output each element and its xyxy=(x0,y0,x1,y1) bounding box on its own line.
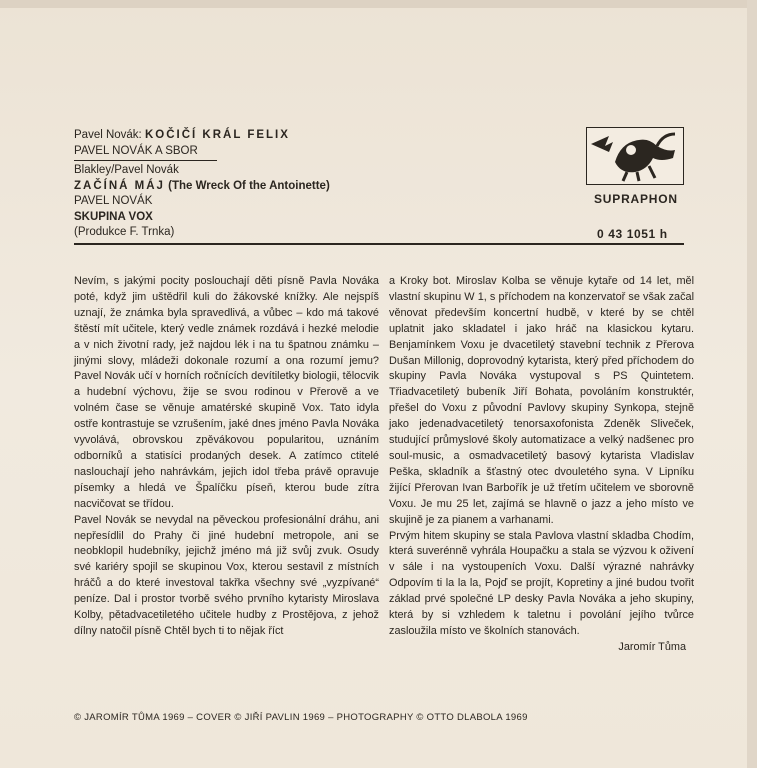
article-paragraph: Prvým hitem skupiny se stala Pavlova vlastní skladba Chodím, která suverénně vyhrála Houpačku a stala se výzvou k oživení v sále i na vystoupeních Voxu. Další výrazné nahrávky Odpovím ti la la la, Pojď se projít, Kopretiny a jiné budou tvořit základ prvé společné LP desky Pavla Nováka a jeho skupiny, která by si vzhledem k taletnu i povolání jejího tvůrce zasloužila místo ve školních stanovách. xyxy=(389,529,694,637)
article-paragraph: Pavel Novák se nevydal na pěveckou profesionální dráhu, ani nepřesídlil do Prahy či jiné hudební metropole, ani se neobklopil hudebníky, jejichž jméno má již svůj zvuk. Osudy své kariéry spojil se skupinou Vox, kterou sestavil z místních hráčů a do které investoval takřka všechny své „vyzpívané“ peníze. Dal i prostor tvorbě svého prvního kytaristy Miroslava Kolby, pětadvacetiletého učitele hudby z Prostějova, z jehož dílny natočil písně Chtěl bych ti to nějak říct xyxy=(74,513,379,637)
copyright-footer: © JAROMÍR TŮMA 1969 – COVER © JIŘÍ PAVLIN 1969 – PHOTOGRAPHY © OTTO DLABOLA 1969 xyxy=(74,712,528,723)
article-signature: Jaromír Tůma xyxy=(618,640,686,653)
article-paragraph: Nevím, s jakými pocity poslouchají děti písně Pavla Nováka poté, když jim uštědřil kuli do žákovské knížky. Ale nejspíš uznají, že známka byla spravedlivá, a vůbec – kdo má takové štěstí mít učitele, který vedle známek rozdává i hezké melodie a v nich životní rady, jež najdou lék i na tu špatnou známku – jinými slovy, mládeži dokonale rozumí a ona rozumí jemu? Pavel Novák učí v horních ročnících devítiletky biologii, tělocvik a hudební výchovu, žije se svou rodinou v Přerově a ve volném čase se věnuje amatérské skupině Vox. Tato idyla ostře kontrastuje se vzrušením, jaké dnes jméno Pavla Nováka vyvolává, obrovskou zpěvákovou popularitou, uznáním odborníků a statisíci prodaných desek. A zatímco ctitelé naslouchají jeho nahrávkám, jejich idol třeba právě opravuje písemky a hledá ve Špalíčku píseň, kterou bude zítra nacvičovat se třídou. xyxy=(74,275,379,510)
article-right-column xyxy=(389,274,694,656)
catalog-number: 0 43 1051 h xyxy=(597,227,668,241)
credit-line-4 xyxy=(74,179,394,195)
credit-song-subtitle-2: (The Wreck Of the Antoinette) xyxy=(168,179,330,192)
credit-line-1 xyxy=(74,128,394,144)
article-left-column xyxy=(74,274,379,640)
sleeve-top-edge xyxy=(0,0,757,8)
credit-performer-2: PAVEL NOVÁK xyxy=(74,195,153,207)
sleeve-right-edge xyxy=(747,0,757,768)
article-paragraph: a Kroky bot. Miroslav Kolba se věnuje kytaře od 14 let, měl vlastní skupinu W 1, s příchodem na konzervatoř se však začal věnovat především koncertní hudbě, v které by se chtěl uplatnit jako skladatel i jako hráč na klasickou kytaru. Benjamínkem Voxu je dvacetiletý stavební technik z Přerova Dušan Millonig, doprovodný kytarista, který před příchodem do skupiny Pavla Nováka vystupoval s PS Quintetem. Třiadvacetiletý bubeník Jiří Bohata, povoláním konstruktér, přešel do Voxu z původní Pavlovy skupiny Synkopa, stejně jako jedenadvacetiletý tenorsaxofonista Zdeněk Sliveček, studující průmyslové školy automatizace a velký nadšenec pro soul-music, a osmadvacetiletý basový kytarista Vladislav Peška, skladník a šťastný otec dvouletého syna. V Lipníku žijící Přerovan Ivan Barbořík je už třetím učitelem ve sborovně Voxu. Je mu 25 let, zajímá se hlavně o jazz a jeho místo ve skujině je za pianem a varhanami. xyxy=(389,275,694,526)
credit-song-title-2: ZAČÍNÁ MÁJ xyxy=(74,179,165,192)
credit-production: (Produkce F. Trnka) xyxy=(74,226,175,238)
credit-author: Pavel Novák: xyxy=(74,129,142,141)
track-credits xyxy=(74,128,394,241)
credit-authors-2: Blakley/Pavel Novák xyxy=(74,164,179,176)
credit-performer-1: PAVEL NOVÁK A SBOR xyxy=(74,144,198,157)
lion-crest-icon xyxy=(587,128,682,183)
header-rule xyxy=(74,243,684,245)
credit-band: SKUPINA VOX xyxy=(74,210,153,223)
brand-name: SUPRAPHON xyxy=(594,192,678,206)
supraphon-logo xyxy=(586,127,684,185)
credit-divider xyxy=(74,160,217,161)
credit-song-title-1: KOČIČÍ KRÁL FELIX xyxy=(144,129,290,141)
